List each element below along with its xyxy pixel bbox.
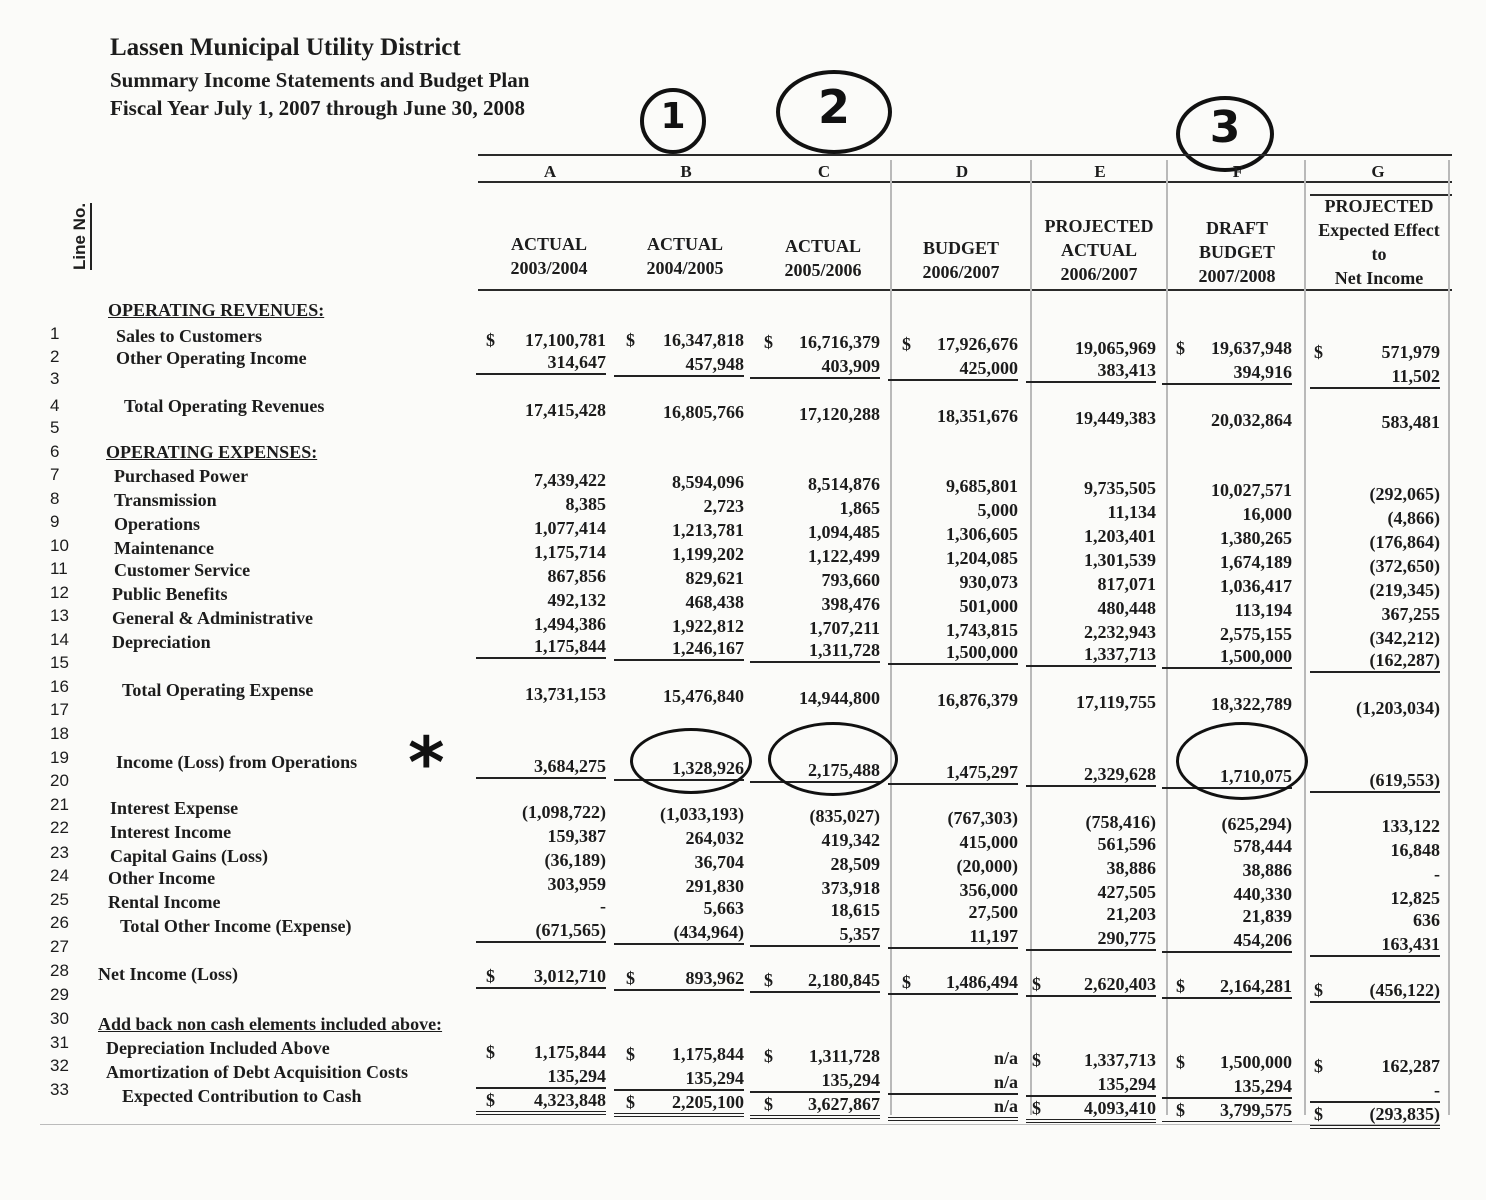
row-value: 16,716,379 [799,332,880,352]
row-value: 8,514,876 [808,474,880,494]
row-value: 817,071 [1097,574,1156,594]
row-value: 1,306,605 [946,524,1018,544]
row-value: 501,000 [959,596,1018,616]
row-label: Income (Loss) from Operations [116,752,358,772]
row-value: 12,825 [1390,888,1440,908]
line-number: 18 [50,724,69,743]
row-label: Purchased Power [114,466,249,486]
row-value: 1,199,202 [672,544,744,564]
row-value: 415,000 [959,832,1018,852]
row-value: 16,347,818 [663,330,744,350]
currency-symbol: $ [764,332,773,352]
row-value: 11,502 [1310,366,1440,389]
line-number: 26 [50,913,69,932]
row-value: 38,886 [1106,858,1156,878]
row-value: 893,962 [614,968,744,991]
row-value: 113,194 [1234,600,1292,620]
row-value: 1,337,713 [1084,1050,1156,1070]
column-heading-g: PROJECTED Expected Effect to Net Income [1318,196,1440,288]
line-number: 1 [50,324,60,343]
fiscal-period: Fiscal Year July 1, 2007 through June 30, 2008 [110,96,525,120]
row-value: (767,303) [947,808,1018,828]
currency-symbol: $ [1314,342,1323,362]
line-number: 33 [50,1080,69,1099]
line-number: 17 [50,700,69,719]
column-heading-e: PROJECTED ACTUAL 2006/2007 [1044,216,1154,284]
row-label: Interest Expense [110,798,239,818]
row-value: 1,922,812 [672,616,744,636]
line-number: 19 [50,748,69,767]
row-value: 1,094,485 [808,522,880,542]
currency-symbol: $ [626,1092,635,1112]
row-value: 1,175,844 [534,1042,606,1062]
row-value: 5,357 [750,924,880,947]
row-value: 163,431 [1310,934,1440,957]
row-label: Operations [114,514,201,534]
row-value: 793,660 [821,570,880,590]
row-value: 4,323,848 [476,1090,606,1115]
row-value: 1,204,085 [946,548,1018,568]
row-label: Depreciation [112,632,211,652]
line-number: 3 [50,369,60,388]
section-operating-expenses: OPERATING EXPENSES: [106,442,318,462]
row-label: Customer Service [114,560,251,580]
line-number: 16 [50,677,69,696]
line-number: 11 [50,559,68,578]
row-value: (342,212) [1369,628,1440,648]
row-value: 4,093,410 [1026,1098,1156,1123]
row-value: 578,444 [1233,836,1292,856]
row-value: 135,294 [1162,1076,1292,1099]
row-value: 829,621 [685,568,744,588]
row-value: (20,000) [956,856,1018,876]
row-value: 13,731,153 [525,684,606,704]
row-value: 11,197 [888,926,1018,949]
currency-symbol: $ [1176,1100,1185,1120]
line-number: 29 [50,985,69,1004]
row-value: 17,926,676 [937,334,1018,354]
row-value: 16,000 [1242,504,1292,524]
currency-symbol: $ [1032,974,1041,994]
row-value: 17,415,428 [525,400,606,420]
line-number: 21 [50,795,69,814]
column-letter-e: E [1094,162,1106,181]
row-value: 1,311,728 [750,640,880,663]
line-number: 25 [50,890,69,909]
row-value: 17,119,755 [1075,692,1156,712]
row-value: 8,594,096 [672,472,744,492]
row-value: (758,416) [1085,812,1156,832]
row-value: (36,189) [544,850,606,870]
row-value: 18,322,789 [1211,694,1292,714]
row-label: Net Income (Loss) [98,964,238,984]
row-value: 17,100,781 [525,330,606,350]
circle-number-2: 2 [817,80,850,134]
row-value: 38,886 [1242,860,1292,880]
row-value: 2,575,155 [1220,624,1292,644]
row-value: 28,509 [830,854,880,874]
circle-annotation-income-c [768,722,898,796]
row-label: Maintenance [114,538,214,558]
row-value: (456,122) [1310,980,1440,1003]
row-value: 1,380,265 [1220,528,1292,548]
section-operating-revenues: OPERATING REVENUES: [108,300,325,320]
row-value: (671,565) [476,920,606,943]
row-value: 291,830 [685,876,744,896]
row-value: 135,294 [614,1068,744,1091]
currency-symbol: $ [1314,1104,1323,1124]
row-value: 427,505 [1097,882,1156,902]
row-value: 2,205,100 [614,1092,744,1117]
line-number: 32 [50,1056,69,1075]
currency-symbol: $ [1314,1056,1323,1076]
row-value: 454,206 [1162,930,1292,953]
row-value: 1,122,499 [808,546,880,566]
column-heading-f: DRAFT BUDGET 2007/2008 [1198,218,1276,286]
row-value: 1,500,000 [888,642,1018,665]
row-value: 133,122 [1381,816,1440,836]
row-label: Total Operating Revenues [124,396,325,416]
line-number: 20 [50,771,69,790]
row-value: (1,033,193) [660,804,744,824]
line-number: 27 [50,937,69,956]
row-value: (293,835) [1310,1104,1440,1129]
section-add-back-non-cash: Add back non cash elements included above: [98,1014,443,1034]
row-label: Total Other Income (Expense) [120,916,352,936]
line-number: 31 [50,1033,69,1052]
line-number: 23 [50,843,69,862]
row-value: 21,839 [1242,906,1292,926]
row-value: n/a [993,1048,1018,1068]
row-value: 3,684,275 [476,756,606,779]
row-label: Interest Income [110,822,232,842]
column-letter-g: G [1371,162,1385,181]
row-value: 356,000 [959,880,1018,900]
currency-symbol: $ [902,334,911,354]
row-value: 1,707,211 [808,618,880,638]
line-number: 30 [50,1009,69,1028]
row-value: 867,856 [547,566,606,586]
row-value: 36,704 [694,852,744,872]
row-value: 419,342 [821,830,880,850]
row-value: 9,685,801 [946,476,1018,496]
circle-annotation-income-f [1176,722,1308,800]
row-value: 264,032 [685,828,744,848]
row-value: (219,345) [1369,580,1440,600]
row-value: 492,132 [547,590,606,610]
row-value: 2,180,845 [750,970,880,993]
row-value: 1,175,714 [534,542,606,562]
currency-symbol: $ [764,1094,773,1114]
currency-symbol: $ [1032,1098,1041,1118]
column-letter-b: B [680,162,692,181]
line-number-header: Line No. [70,203,92,270]
row-value: 16,805,766 [663,402,744,422]
column-divider [1448,160,1450,1115]
row-value: 3,799,575 [1162,1100,1292,1125]
row-label: Rental Income [108,892,221,912]
currency-symbol: $ [1032,1050,1041,1070]
row-value: n/a [888,1072,1018,1095]
row-value: 1,311,728 [808,1046,880,1066]
document-title: Lassen Municipal Utility District [110,34,461,61]
column-heading-b: ACTUAL 2004/2005 [646,234,724,278]
line-number: 22 [50,818,69,837]
line-number: 10 [50,536,69,555]
row-value: 16,848 [1390,840,1440,860]
row-value: (4,866) [1387,508,1440,528]
row-value: 1,674,189 [1220,552,1292,572]
row-value: 1,500,000 [1220,1052,1292,1072]
row-value: 1,743,815 [946,620,1018,640]
line-number: 15 [50,653,69,672]
line-number: 28 [50,961,69,980]
row-value: 5,663 [703,898,744,918]
currency-symbol: $ [626,1044,635,1064]
row-label: Public Benefits [112,584,228,604]
currency-symbol: $ [486,966,495,986]
column-heading-a: ACTUAL 2003/2004 [510,234,588,278]
currency-symbol: $ [764,1046,773,1066]
row-value: 1,077,414 [534,518,606,538]
row-value: 3,627,867 [750,1094,880,1119]
column-heading-d: BUDGET 2006/2007 [922,238,1000,282]
currency-symbol: $ [1176,1052,1185,1072]
row-value: 561,596 [1097,834,1156,854]
row-value: 18,615 [830,900,880,920]
row-value: 1,710,075 [1162,766,1292,789]
line-number: 24 [50,866,69,885]
row-value: 1,475,297 [888,762,1018,785]
row-value: 16,876,379 [937,690,1018,710]
currency-symbol: $ [486,1090,495,1110]
row-value: 1,203,401 [1084,526,1156,546]
row-value: 1,175,844 [672,1044,744,1064]
header-top-rule [478,154,1452,156]
currency-symbol: $ [626,968,635,988]
row-label: Other Operating Income [116,348,307,368]
row-value: 15,476,840 [663,686,744,706]
row-label: Transmission [114,490,217,510]
line-number: 4 [50,396,60,415]
row-value: 583,481 [1381,412,1440,432]
row-value: 468,438 [685,592,744,612]
row-value: 440,330 [1233,884,1292,904]
circle-number-1: 1 [660,96,686,137]
column-heading-c: ACTUAL 2005/2006 [784,236,862,280]
row-value: (434,964) [614,922,744,945]
row-value: 1,865 [839,498,880,518]
page-bottom-rule [40,1124,1440,1125]
row-value: (176,864) [1369,532,1440,552]
row-value: 135,294 [476,1066,606,1089]
currency-symbol: $ [1314,980,1323,1000]
line-number: 14 [50,630,69,649]
row-value: 403,909 [750,356,880,379]
row-value: - [1434,864,1440,884]
row-label: Depreciation Included Above [106,1038,330,1058]
row-value: 1,213,781 [672,520,744,540]
row-value: (619,553) [1310,770,1440,793]
row-label: Expected Contribution to Cash [122,1086,362,1106]
row-value: 3,012,710 [476,966,606,989]
line-number: 2 [50,347,60,366]
line-number: 7 [50,465,60,484]
circle-number-3: 3 [1209,102,1241,153]
row-value: (1,098,722) [522,802,606,822]
row-value: 367,255 [1381,604,1440,624]
row-value: - [1310,1080,1440,1103]
row-value: 1,494,386 [534,614,606,634]
row-value: (1,203,034) [1356,698,1440,718]
row-value: 425,000 [888,358,1018,381]
row-label: Total Operating Expense [122,680,314,700]
row-value: 18,351,676 [937,406,1018,426]
row-value: (292,065) [1369,484,1440,504]
row-value: 394,916 [1162,362,1292,385]
document-subtitle: Summary Income Statements and Budget Plan [110,68,530,92]
row-value: 383,413 [1026,360,1156,383]
line-number: 5 [50,418,60,437]
row-value: 2,232,943 [1084,622,1156,642]
line-number: 13 [50,606,69,625]
row-value: 27,500 [968,902,1018,922]
row-label: Sales to Customers [116,326,262,346]
star-annotation: * [408,722,445,804]
row-value: 20,032,864 [1211,410,1292,430]
currency-symbol: $ [1176,976,1185,996]
row-value: 11,134 [1107,502,1156,522]
row-label: Capital Gains (Loss) [110,846,269,866]
row-value: 930,073 [959,572,1018,592]
line-number: 9 [50,512,60,531]
row-value: 2,620,403 [1026,974,1156,997]
row-value: 2,175,488 [750,760,880,783]
row-value: 159,387 [547,826,606,846]
line-number: 8 [50,489,60,508]
currency-symbol: $ [486,330,495,350]
circle-annotation-income-b [630,728,752,794]
row-value: - [600,896,606,916]
row-value: (162,287) [1310,650,1440,673]
column-letter-a: A [543,162,557,181]
currency-symbol: $ [764,970,773,990]
row-value: 1,036,417 [1220,576,1292,596]
row-value: 135,294 [750,1070,880,1093]
row-value: 1,301,539 [1084,550,1156,570]
column-letter-c: C [817,162,831,181]
row-value: 398,476 [821,594,880,614]
row-value: 457,948 [614,354,744,377]
row-value: 636 [1413,910,1440,930]
row-value: 314,647 [476,352,606,375]
row-value: 290,775 [1026,928,1156,951]
column-letter-f: F [1232,162,1244,181]
row-value: (835,027) [809,806,880,826]
row-label: Amortization of Debt Acquisition Costs [106,1062,408,1082]
row-value: 1,246,167 [614,638,744,661]
row-value: 1,175,844 [476,636,606,659]
row-value: 9,735,505 [1084,478,1156,498]
row-value: 480,448 [1097,598,1156,618]
row-value: 1,328,926 [614,758,744,781]
currency-symbol: $ [486,1042,495,1062]
row-value: 162,287 [1381,1056,1440,1076]
row-value: 7,439,422 [534,470,606,490]
row-value: 10,027,571 [1211,480,1292,500]
row-value: 1,500,000 [1162,646,1292,669]
row-value: 2,164,281 [1162,976,1292,999]
row-value: 19,449,383 [1075,408,1156,428]
row-value: 17,120,288 [799,404,880,424]
row-value: (625,294) [1221,814,1292,834]
row-value: 2,723 [703,496,744,516]
row-label: Other Income [108,868,216,888]
row-value: 8,385 [565,494,606,514]
row-value: 2,329,628 [1026,764,1156,787]
currency-symbol: $ [902,972,911,992]
row-value: 303,959 [547,874,606,894]
row-value: n/a [888,1096,1018,1121]
currency-symbol: $ [626,330,635,350]
row-value: 14,944,800 [799,688,880,708]
row-value: (372,650) [1369,556,1440,576]
line-number: 6 [50,442,60,461]
column-divider [1304,160,1306,1115]
row-value: 135,294 [1026,1074,1156,1097]
line-number: 12 [50,583,69,602]
column-letter-d: D [955,162,969,181]
row-label: General & Administrative [112,608,313,628]
row-value: 19,065,969 [1075,338,1156,358]
row-value: 21,203 [1106,904,1156,924]
row-value: 1,486,494 [888,972,1018,995]
row-value: 373,918 [821,878,880,898]
row-value: 5,000 [977,500,1018,520]
row-value: 571,979 [1381,342,1440,362]
row-value: 19,637,948 [1211,338,1292,358]
row-value: 1,337,713 [1026,644,1156,667]
currency-symbol: $ [1176,338,1185,358]
